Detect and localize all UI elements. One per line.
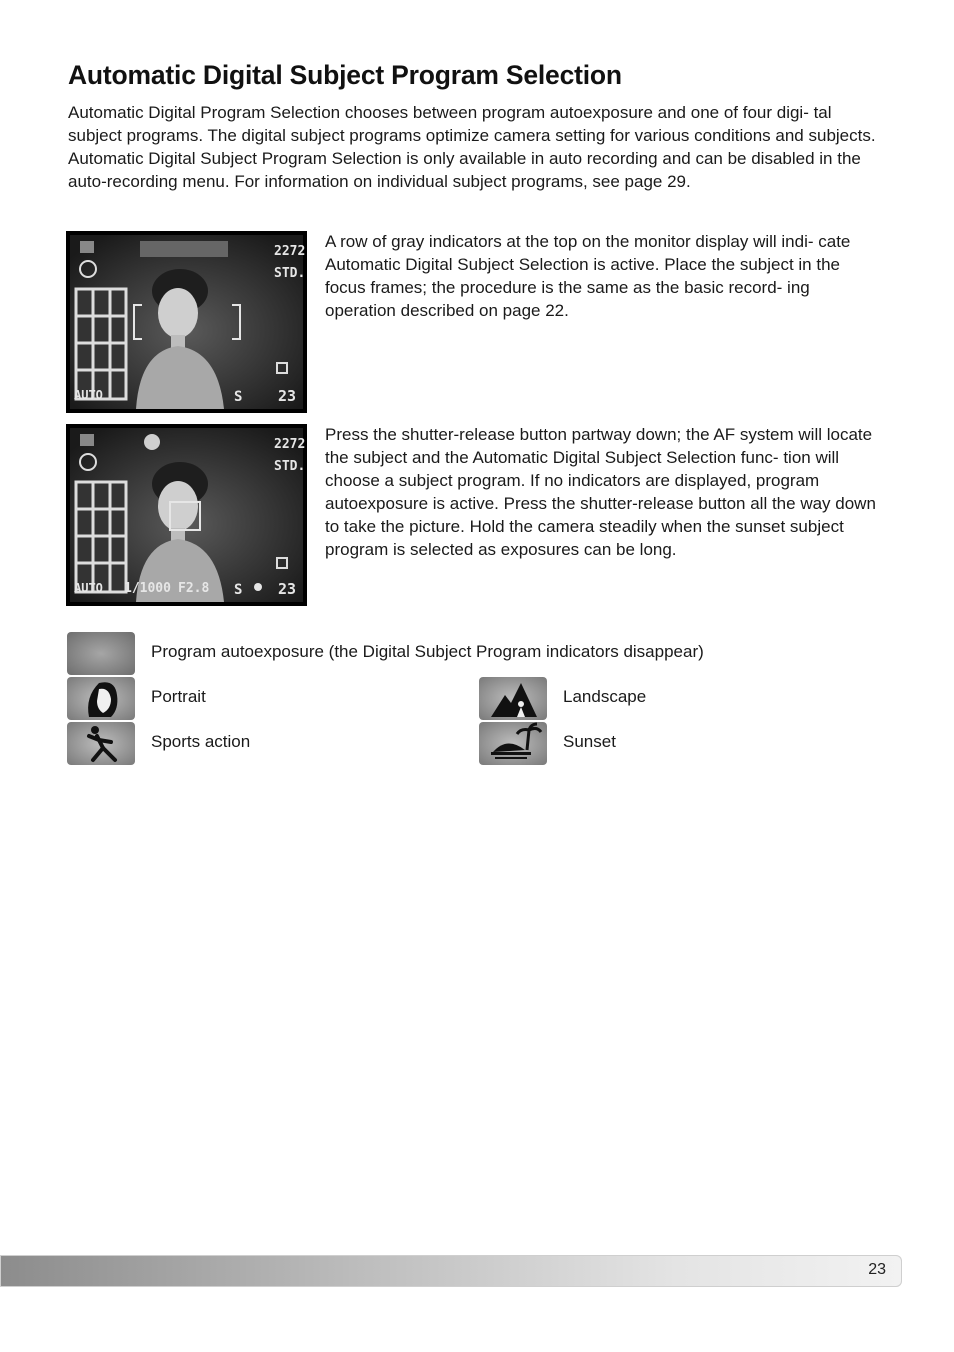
landscape-label: Landscape <box>563 687 647 706</box>
portrait-icon <box>67 677 135 720</box>
portrait-label: Portrait <box>151 687 206 706</box>
quality-2: STD. <box>274 459 306 474</box>
counter-2: 23 <box>278 580 297 598</box>
program-ae-icon <box>67 632 135 675</box>
page-title: Automatic Digital Subject Program Selection <box>68 60 622 90</box>
size-label-2: S <box>234 582 243 598</box>
step2-paragraph: Press the shutter-release button partway down; the AF system will locate the subject and the Automatic Digital Subject Selection func- tion will choose a subject program. If no indicators are displayed, program autoexposure is active. Press the shutter-release button all the way down to take the picture. Hold the camera steadily when the sunset subject program is selected as exposures can be long. <box>325 425 876 559</box>
sports-action-label: Sports action <box>151 732 251 751</box>
footer-bar <box>0 1255 902 1287</box>
sunset-icon <box>479 722 547 765</box>
program-ae-label: Program autoexposure (the Digital Subject Program indicators disappear) <box>151 642 704 661</box>
frames-remaining-1: 2272 <box>274 244 306 259</box>
page-number: 23 <box>868 1261 886 1278</box>
focus-signal-icon <box>254 583 262 591</box>
monitor-screenshot-2 <box>66 424 307 606</box>
sports-action-icon <box>67 722 135 765</box>
quality-1: STD. <box>274 266 306 281</box>
frames-remaining-2: 2272 <box>274 437 306 452</box>
step1-paragraph: A row of gray indicators at the top on the monitor display will indi- cate Automatic Digital Subject Selection is active. Place the subject in the focus frames; the procedure is the same as the basic record- ing operation described on page 22. <box>325 232 851 320</box>
shutter-speed: 1/1000 <box>124 581 171 596</box>
landscape-icon <box>479 677 547 720</box>
counter-1: 23 <box>278 387 297 405</box>
size-label-1: S <box>234 389 243 405</box>
mode-2: AUTO <box>74 581 103 595</box>
monitor-screenshot-1 <box>66 231 307 413</box>
sunset-label: Sunset <box>563 732 616 751</box>
aperture: F2.8 <box>178 581 210 596</box>
mode-1: AUTO <box>74 388 103 402</box>
intro-paragraph: Automatic Digital Program Selection chooses between program autoexposure and one of four digi- tal subject programs. The digital subject programs optimize camera setting for various conditions and subjects. Automatic Digital Subject Program Selection is only available in auto recording and can be disabled in the auto-recording menu. For information on individual subject programs, see page 29. <box>68 103 876 191</box>
